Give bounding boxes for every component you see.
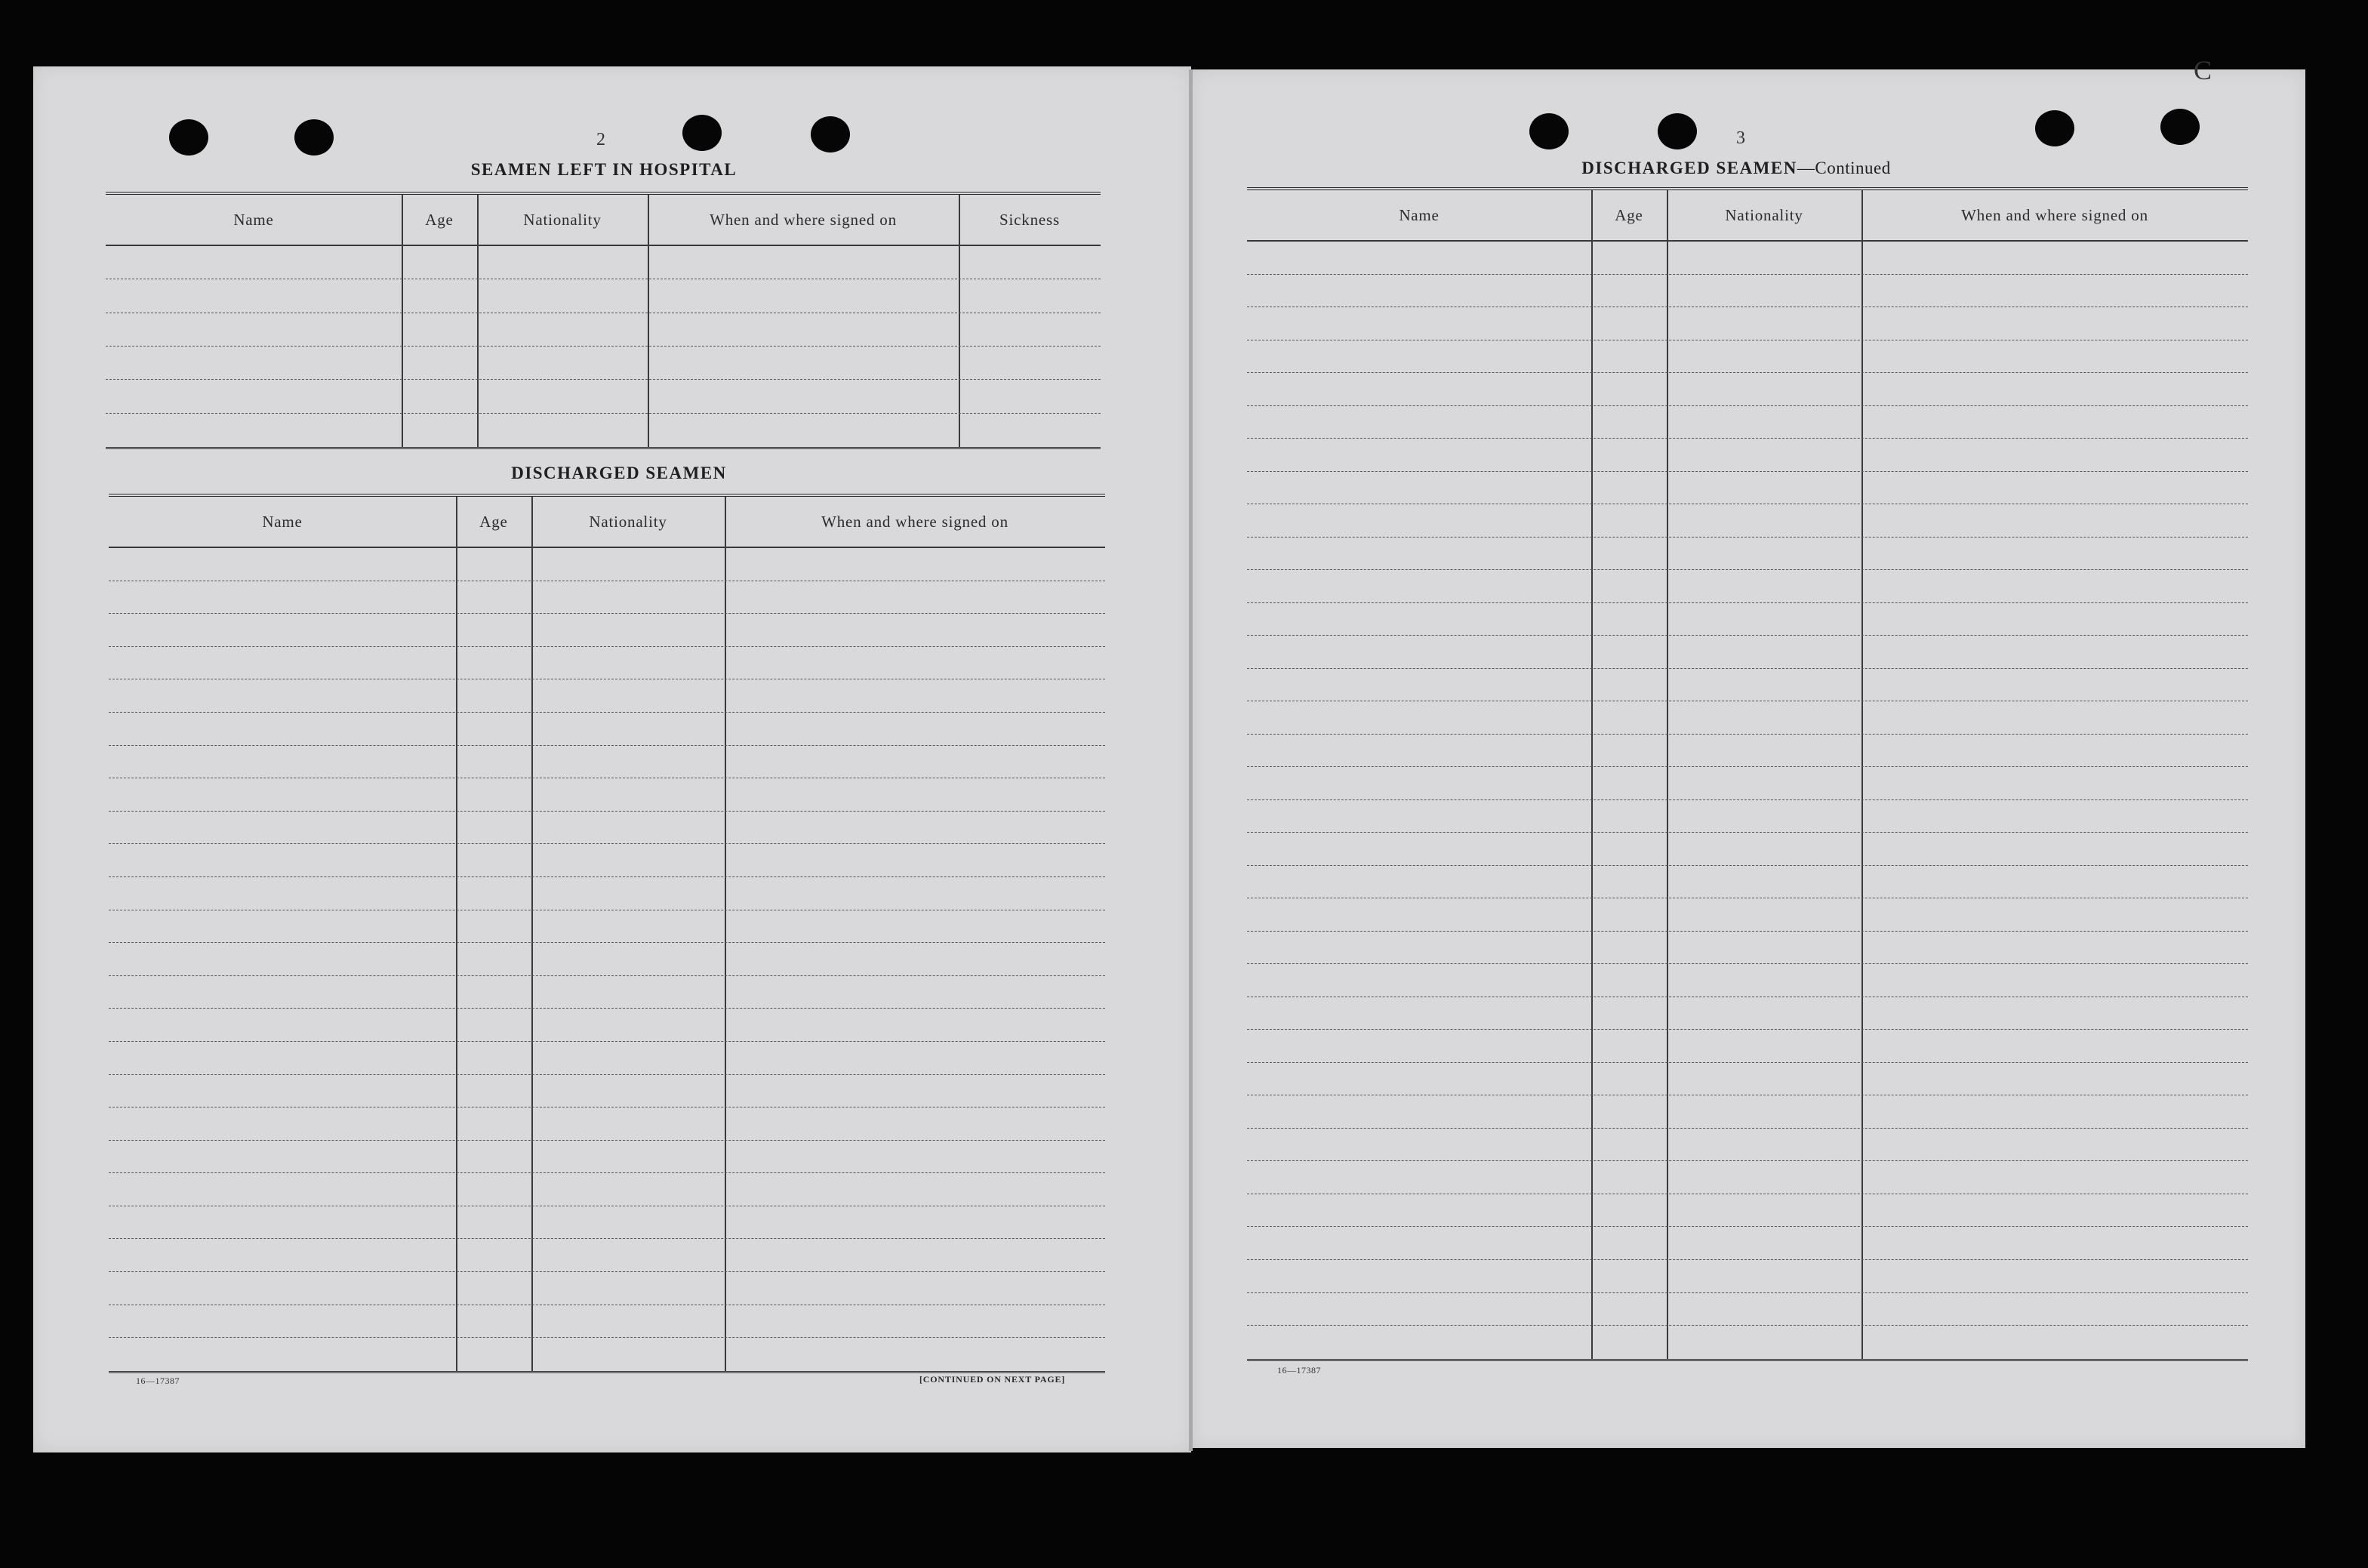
table-row: [1247, 1030, 2248, 1063]
discharged-continued-table-rows: [1247, 242, 2248, 1359]
table-row: [109, 548, 1105, 581]
table-row: [1247, 701, 2248, 735]
table-row: [106, 279, 1101, 313]
table-row: [1247, 307, 2248, 340]
table-row: [109, 614, 1105, 647]
table-row: [1247, 767, 2248, 800]
hospital-table: [106, 192, 1101, 449]
table-row: [1247, 1260, 2248, 1293]
table-row: [1247, 833, 2248, 866]
table-row: [1247, 242, 2248, 275]
table-row: [109, 713, 1105, 746]
column-header-age: Age: [479, 512, 508, 531]
table-row: [1247, 800, 2248, 833]
table-row: [109, 1107, 1105, 1141]
corner-mark: C: [2194, 55, 2212, 85]
table-row: [106, 313, 1101, 347]
column-header-nationality: Nationality: [523, 210, 602, 229]
hospital-table-rows: [106, 246, 1101, 447]
table-row: [1247, 866, 2248, 899]
table-row: [1247, 1326, 2248, 1359]
table-row: [1247, 340, 2248, 374]
punch-hole: [1658, 113, 1697, 149]
table-row: [109, 910, 1105, 944]
table-row: [1247, 932, 2248, 965]
table-row: [109, 877, 1105, 910]
column-header-signed-on: When and where signed on: [821, 512, 1008, 531]
discharged-continued-table-header: [1247, 190, 2248, 242]
table-row: [1247, 636, 2248, 669]
table-row: [1247, 1194, 2248, 1228]
table-row: [106, 246, 1101, 279]
table-row: [1247, 570, 2248, 603]
table-row: [1247, 1227, 2248, 1260]
table-row: [109, 844, 1105, 877]
table-row: [1247, 275, 2248, 308]
table-row: [109, 778, 1105, 812]
discharged-section-title: DISCHARGED SEAMEN: [511, 464, 727, 482]
form-code: 16—17387: [1277, 1365, 1321, 1375]
discharged-table-rows: [109, 548, 1105, 1371]
punch-hole: [1529, 113, 1569, 149]
table-row: [109, 581, 1105, 615]
table-row: [1247, 538, 2248, 571]
column-header-nationality: Nationality: [1725, 205, 1803, 224]
discharged-table: [109, 494, 1105, 1373]
table-row: [109, 1141, 1105, 1174]
table-row: [1247, 1293, 2248, 1326]
table-row: [1247, 1161, 2248, 1194]
table-row: [1247, 1095, 2248, 1129]
punch-hole: [811, 116, 850, 152]
table-row: [109, 1042, 1105, 1075]
table-row: [1247, 735, 2248, 768]
discharged-table-header: [109, 497, 1105, 548]
table-row: [1247, 898, 2248, 932]
table-row: [1247, 669, 2248, 702]
punch-hole: [2035, 110, 2074, 146]
column-header-name: Name: [262, 512, 303, 531]
table-row: [106, 380, 1101, 413]
page-number: 3: [1736, 128, 1745, 148]
table-row: [1247, 1129, 2248, 1162]
table-row: [109, 943, 1105, 976]
column-header-name: Name: [1399, 205, 1440, 224]
punch-hole: [682, 115, 722, 151]
page-fold: [1189, 69, 1193, 1451]
table-row: [109, 1272, 1105, 1305]
table-row: [106, 347, 1101, 380]
discharged-continued-title-main: DISCHARGED SEAMEN: [1581, 159, 1797, 177]
column-header-signed-on: When and where signed on: [1961, 205, 2148, 224]
table-row: [1247, 406, 2248, 439]
column-header-age: Age: [425, 210, 454, 229]
discharged-continued-table: [1247, 187, 2248, 1361]
table-row: [109, 1009, 1105, 1042]
table-row: [106, 414, 1101, 447]
hospital-table-header: [106, 195, 1101, 246]
punch-hole: [169, 119, 208, 156]
table-row: [1247, 1063, 2248, 1096]
table-row: [109, 1173, 1105, 1206]
column-header-sickness: Sickness: [999, 210, 1060, 229]
column-header-signed-on: When and where signed on: [710, 210, 897, 229]
table-row: [109, 1239, 1105, 1272]
form-code: 16—17387: [136, 1375, 180, 1386]
table-row: [109, 812, 1105, 845]
table-row: [1247, 603, 2248, 636]
table-row: [109, 1206, 1105, 1240]
table-row: [1247, 439, 2248, 472]
table-row: [109, 1338, 1105, 1371]
punch-hole: [2160, 109, 2200, 145]
punch-hole: [294, 119, 334, 156]
discharged-continued-title-suffix: —Continued: [1797, 159, 1891, 177]
table-row: [1247, 373, 2248, 406]
page-number: 2: [596, 130, 605, 149]
column-header-nationality: Nationality: [589, 512, 667, 531]
continued-note: [CONTINUED ON NEXT PAGE]: [919, 1374, 1066, 1385]
table-row: [1247, 472, 2248, 505]
table-row: [1247, 964, 2248, 997]
table-row: [109, 746, 1105, 779]
hospital-section-title: SEAMEN LEFT IN HOSPITAL: [470, 160, 737, 179]
column-header-age: Age: [1615, 205, 1643, 224]
table-row: [109, 1075, 1105, 1108]
table-row: [1247, 997, 2248, 1030]
discharged-continued-title: [1525, 159, 1948, 178]
table-row: [109, 976, 1105, 1009]
table-row: [109, 647, 1105, 680]
table-row: [109, 1305, 1105, 1338]
table-row: [1247, 504, 2248, 538]
table-row: [109, 679, 1105, 713]
column-header-name: Name: [233, 210, 274, 229]
